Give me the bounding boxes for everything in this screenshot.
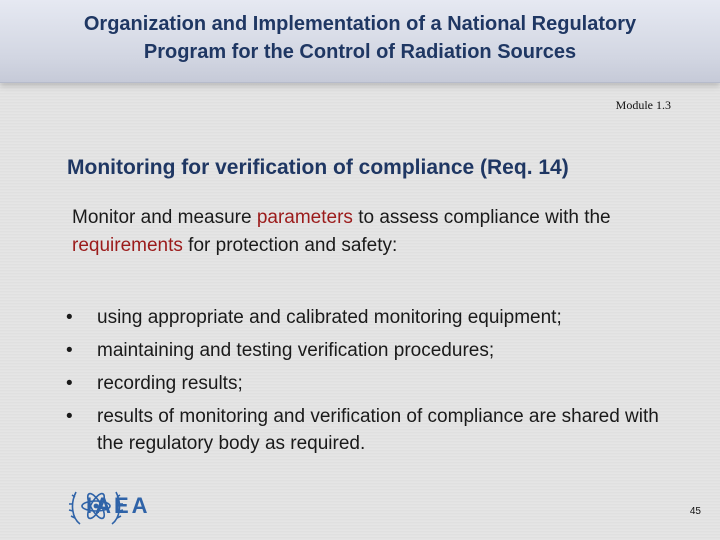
header-bar	[0, 0, 720, 83]
intro-text-1: Monitor and measure	[72, 207, 257, 228]
module-label: Module 1.3	[615, 98, 671, 112]
intro-paragraph	[72, 204, 692, 260]
intro-text-2: to assess compliance with the	[352, 207, 611, 228]
list-item	[64, 304, 664, 331]
bullet-icon: •	[66, 307, 73, 328]
highlight-parameters: parameters	[256, 207, 353, 228]
section-heading: Monitoring for verification of compliance (Req. 14)	[67, 156, 569, 179]
list-item-text: maintaining and testing verification procedures;	[97, 340, 495, 361]
list-item-text: results of monitoring and verification of compliance are shared with the regulatory body as required.	[97, 406, 659, 454]
slide-title	[0, 10, 720, 66]
list-item	[64, 337, 664, 364]
title-line-1: Organization and Implementation of a National Regulatory	[83, 13, 637, 35]
intro-text-3: for protection and safety:	[182, 235, 398, 256]
list-item	[64, 403, 664, 457]
bullet-icon: •	[66, 340, 73, 361]
list-item-text: recording results;	[97, 373, 243, 394]
list-item-text: using appropriate and calibrated monitoring equipment;	[97, 307, 562, 328]
bullet-list	[64, 304, 664, 463]
highlight-requirements: requirements	[72, 235, 183, 256]
page-number: 45	[689, 506, 701, 517]
list-item	[64, 370, 664, 397]
bullet-icon: •	[66, 373, 73, 394]
title-line-2: Program for the Control of Radiation Sources	[143, 41, 577, 63]
logo-text: IAEA	[86, 493, 151, 518]
bullet-icon: •	[66, 406, 73, 427]
